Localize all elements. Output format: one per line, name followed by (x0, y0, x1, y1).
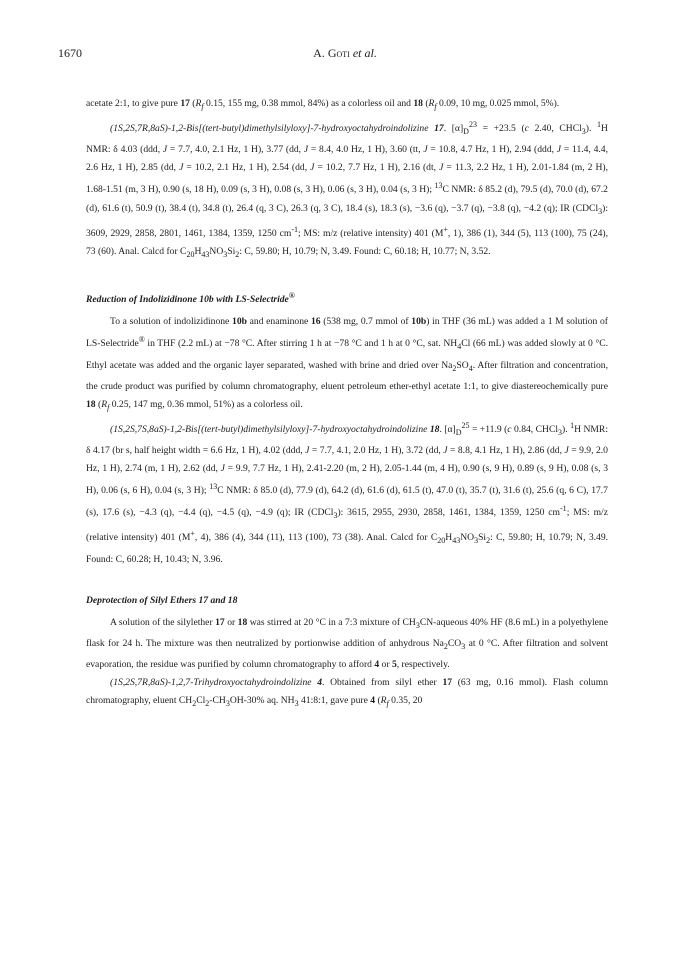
compound-4-characterization: (1S,2S,7R,8aS)-1,2,7-Trihydroxyoctahydroindolizine 4. Obtained from silyl ether 17 (63 mg, 0.16 mmol). Flash column chromatography, eluent $CH_2Cl_2-CH_3OH-30\%$ aq. $NH_3$ 41:8:1, gave pure 4 ($R_f$ 0.35, 20 (86, 676, 608, 708)
author-name: A. Goti (313, 46, 350, 60)
running-header (58, 46, 632, 62)
author-suffix: et al. (352, 46, 377, 60)
running-title (58, 46, 632, 61)
section-heading-deprotection: Deprotection of Silyl Ethers 17 and 18 (86, 594, 238, 606)
compound-18-characterization: (1S,2S,7S,8aS)-1,2-Bis[(tert-butyl)dimethylsilyloxy]-7-hydroxyoctahydroindolizine 18. $[\alpha]_D^{25} = +11.9$ (c 0.84, CHCl$_3$). $^1$H NMR: δ 4.17 (br s, half height width = 6.6 Hz, 1 H), 4.02 (ddd, J = 7.7, 4.1, 2.0 Hz, 1 H), 3.72 (dd, J = 8.8, 4.1 Hz, 1 H), 2.86 (dd, J = 9.9, 2.0 Hz, 1 H), 2.74 (m, 1 H), 2.62 (dd, J = 9.9, 7.7 Hz, 1 H), 2.41-2.20 (m, 2 H), 2.05-1.44 (m, 4 H), 0.90 (s, 9 H), 0.89 (s, 9 H), 0.08 (s, 3 H), 0.06 (s, 6 H), 0.04 (s, 3 H); $^{13}$C NMR: δ 85.0 (d), 77.9 (d), 64.2 (d), 61.6 (d), 61.5 (t), 47.0 (t), 35.7 (t), 31.6 (t), 25.6 (q, 6 C), 17.7 (s), 17.6 (s), −4.3 (q), −4.4 (q), −4.5 (q), −4.9 (q); IR (CDCl$_3$): 3615, 2955, 2930, 2858, 1461, 1384, 1359, 1250 $cm^{-1}$; MS: m/z (relative intensity) 401 (M+, 4), 386 (4), 344 (11), 113 (100), 73 (38). Anal. Calcd for $C_{20}H_{43}NO_3Si_2$: C, 59.80; H, 10.79; N, 3.49. Found: C, 60.28; H, 10.43; N, 3.96. (86, 420, 609, 565)
article-body (86, 95, 608, 713)
compound-17-characterization: (1S,2S,7R,8aS)-1,2-Bis[(tert-butyl)dimethylsilyloxy]-7-hydroxyoctahydroindolizine 17. $[\alpha]_D^{23} = +23.5$ (c 2.40, CHCl$_3$). $^1$H NMR: δ 4.03 (ddd, J = 7.7, 4.0, 2.1 Hz, 1 H), 3.77 (dd, J = 8.4, 4.0 Hz, 1 H), 3.60 (tt, J = 10.8, 4.7 Hz, 1 H), 2.94 (ddd, J = 11.4, 4.4, 2.6 Hz, 1 H), 2.85 (dd, J = 10.2, 2.1 Hz, 1 H), 2.54 (dd, J = 10.2, 7.7 Hz, 1 H), 2.16 (dt, J = 11.3, 2.2 Hz, 1 H), 2.01-1.84 (m, 2 H), 1.68-1.51 (m, 3 H), 0.90 (s, 18 H), 0.09 (s, 3 H), 0.08 (s, 3 H), 0.06 (s, 3 H), 0.04 (s, 3 H); $^{13}$C NMR: δ 85.2 (d), 79.5 (d), 70.0 (d), 67.2 (d), 61.6 (t), 50.9 (t), 38.4 (t), 34.8 (t), 26.4 (q, 3 C), 26.3 (q, 3 C), 18.4 (s), 18.3 (s), −3.6 (q), −3.7 (q), −3.8 (q), −4.2 (q); IR (CDCl$_3$): 3609, 2929, 2858, 2801, 1461, 1384, 1359, 1250 $cm^{-1}$; MS: m/z (relative intensity) 401 (M+, 1), 386 (1), 344 (5), 113 (100), 75 (24), 73 (60). Anal. Calcd for $C_{20}H_{43}NO_3Si_2$: C, 59.80; H, 10.79; N, 3.49. Found: C, 60.18; H, 10.77; N, 3.52. (86, 120, 609, 259)
reduction-procedure: To a solution of indolizidinone 10b and enaminone 16 (538 mg, 0.7 mmol of 10b) in THF (36 mL) was added a 1 M solution of LS-Selectride® in THF (2.2 mL) at −78 °C. After stirring 1 h at −78 °C and 1 h at 0 °C, sat. $NH_4Cl$ (66 mL) was added slowly at 0 °C. Ethyl acetate was added and the organic layer separated, washed with brine and dried over $Na_2SO_4$. After filtration and concentration, the crude product was purified by column chromatography, eluent petroleum ether-ethyl acetate 1:1, to give diastereochemically pure 18 ($R_f$ 0.25, 147 mg, 0.36 mmol, 51%) as a colorless oil. (86, 316, 608, 412)
deprotection-procedure: A solution of the silylether 17 or 18 was stirred at 20 °C in a 7:3 mixture of $CH_3CN$-aqueous 40% HF (8.6 mL) in a polyethylene flask for 24 h. The mixture was then neutralized by portionwise addition of anhydrous $Na_2CO_3$ at 0 °C. After filtration and solvent evaporation, the residue was purified by column chromatography to afford 4 or 5, respectively. (86, 616, 608, 670)
page-number: 1670 (58, 46, 82, 60)
section-heading-reduction: Reduction of Indolizidinone 10b with LS-Selectride® (86, 290, 295, 306)
paragraph-continuation: acetate 2:1, to give pure 17 ($R_f$ 0.15, 155 mg, 0.38 mmol, 84%) as a colorless oil and 18 ($R_f$ 0.09, 10 mg, 0.025 mmol, 5%). (86, 98, 560, 111)
